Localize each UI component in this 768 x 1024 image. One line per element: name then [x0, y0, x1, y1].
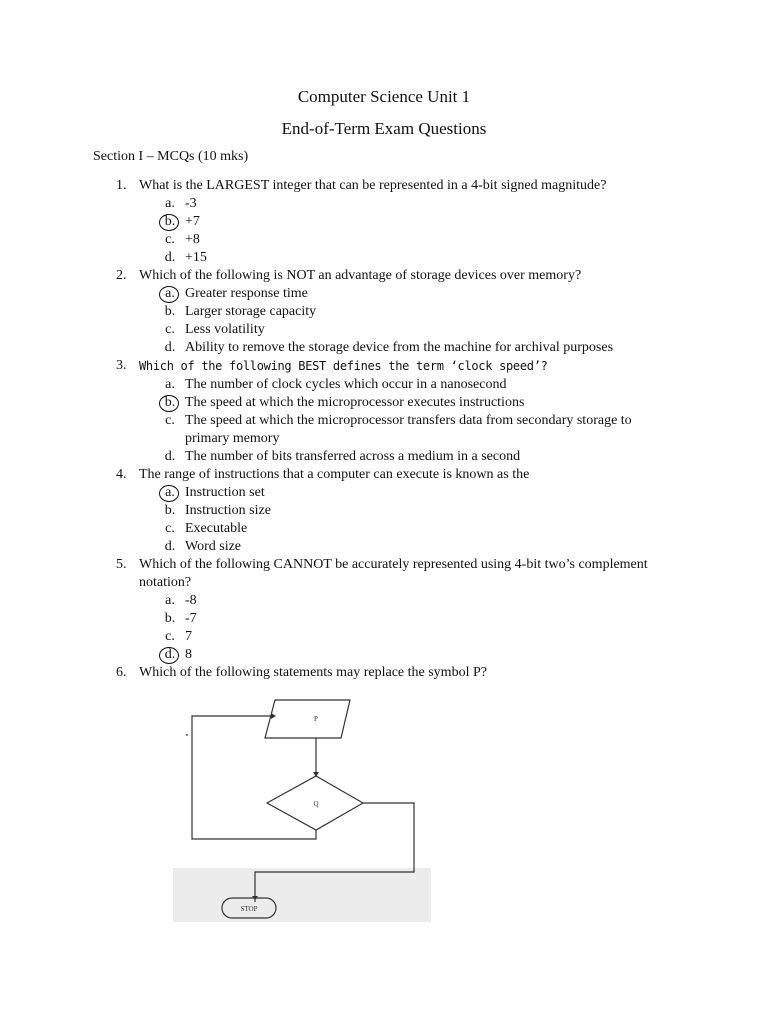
- option-letter: b.: [164, 304, 176, 319]
- question-4: [0, 466, 679, 556]
- option-text: -7: [185, 611, 197, 626]
- option-text: Instruction set: [185, 485, 265, 500]
- answer-option: [0, 412, 675, 448]
- option-letter: a.: [165, 377, 175, 392]
- circled-answer-letter: a.: [162, 285, 178, 303]
- answer-option: [0, 646, 675, 664]
- question-text: Which of the following statements may replace the symbol P?: [139, 665, 487, 680]
- option-letter: a.: [165, 593, 175, 608]
- option-letter: b.: [164, 503, 176, 518]
- answer-option: [0, 484, 675, 502]
- question-text: Which of the following CANNOT be accurately represented using 4-bit two’s complement notation?: [139, 557, 648, 590]
- option-text: Less volatility: [185, 322, 265, 337]
- circled-answer-letter: b.: [162, 394, 178, 412]
- question-3: [0, 357, 679, 466]
- option-text: -8: [185, 593, 197, 608]
- option-text: Greater response time: [185, 286, 308, 301]
- option-letter: c.: [165, 322, 175, 337]
- option-text: The speed at which the microprocessor executes instructions: [185, 395, 525, 410]
- flowchart-label-p: P: [314, 715, 318, 723]
- answer-option: [0, 394, 675, 412]
- flowchart-label-stop: STOP: [240, 905, 258, 913]
- option-letter: d.: [164, 340, 176, 355]
- option-letter: d.: [164, 449, 176, 464]
- option-text: 8: [185, 647, 192, 662]
- answer-option: [0, 213, 675, 231]
- question-number: 6.: [116, 665, 127, 680]
- option-text: +15: [185, 250, 207, 265]
- question-text: What is the LARGEST integer that can be represented in a 4-bit signed magnitude?: [139, 178, 607, 193]
- option-letter: c.: [165, 413, 175, 428]
- question-list: [0, 177, 768, 682]
- answer-option: [0, 520, 675, 538]
- question-number: 5.: [116, 557, 127, 572]
- option-text: +8: [185, 232, 200, 247]
- circled-answer-letter: b.: [162, 213, 178, 231]
- option-letter: a.: [165, 196, 175, 211]
- option-text: The number of bits transferred across a medium in a second: [185, 449, 521, 464]
- document-subtitle: End-of-Term Exam Questions: [281, 119, 487, 138]
- document-title: Computer Science Unit 1: [297, 87, 471, 106]
- answer-option: [0, 502, 675, 520]
- circled-answer-letter: a.: [162, 484, 178, 502]
- answer-option: [0, 592, 675, 610]
- question-2: [0, 267, 679, 357]
- option-text: The number of clock cycles which occur in a nanosecond: [185, 377, 507, 392]
- question-6: [0, 664, 679, 682]
- question-1: [0, 177, 679, 267]
- option-letter: d.: [164, 250, 176, 265]
- option-text: Word size: [185, 539, 242, 554]
- option-letter: c.: [165, 232, 175, 247]
- answer-option: [0, 249, 675, 267]
- answer-option: [0, 285, 675, 303]
- answer-option: [0, 321, 675, 339]
- question-number: 2.: [116, 268, 127, 283]
- option-text: +7: [185, 214, 200, 229]
- option-letter: c.: [165, 521, 175, 536]
- question-text: The range of instructions that a computer can execute is known as the: [139, 467, 530, 482]
- question-text: Which of the following BEST defines the term ‘clock speed’?: [139, 359, 548, 373]
- answer-option: [0, 231, 675, 249]
- answer-option: [0, 376, 675, 394]
- answer-option: [0, 610, 675, 628]
- question-number: 3.: [116, 358, 127, 373]
- option-letter: c.: [165, 629, 175, 644]
- option-text: -3: [185, 196, 197, 211]
- answer-option: [0, 339, 675, 357]
- flowchart-figure: [173, 690, 431, 922]
- answer-option: [0, 195, 675, 213]
- circled-answer-letter: d.: [162, 646, 178, 664]
- answer-option: [0, 538, 675, 556]
- option-letter: b.: [164, 611, 176, 626]
- flowchart-label-q: Q: [313, 800, 319, 808]
- flowchart-input-shape: [265, 700, 350, 738]
- option-text: Ability to remove the storage device from the machine for archival purposes: [185, 340, 614, 355]
- option-text: Larger storage capacity: [185, 304, 317, 319]
- question-number: 1.: [116, 178, 127, 193]
- option-text: The speed at which the microprocessor transfers data from secondary storage to primary memory: [185, 413, 632, 446]
- question-5: [0, 556, 679, 664]
- question-text: Which of the following is NOT an advantage of storage devices over memory?: [139, 268, 582, 283]
- option-text: Executable: [185, 521, 248, 536]
- option-text: 7: [185, 629, 192, 644]
- option-letter: d.: [164, 539, 176, 554]
- flowchart-diagram: [173, 690, 431, 922]
- section-heading: Section I – MCQs (10 mks): [93, 149, 249, 164]
- answer-option: [0, 303, 675, 321]
- question-number: 4.: [116, 467, 127, 482]
- answer-option: [0, 628, 675, 646]
- answer-option: [0, 448, 675, 466]
- option-text: Instruction size: [185, 503, 271, 518]
